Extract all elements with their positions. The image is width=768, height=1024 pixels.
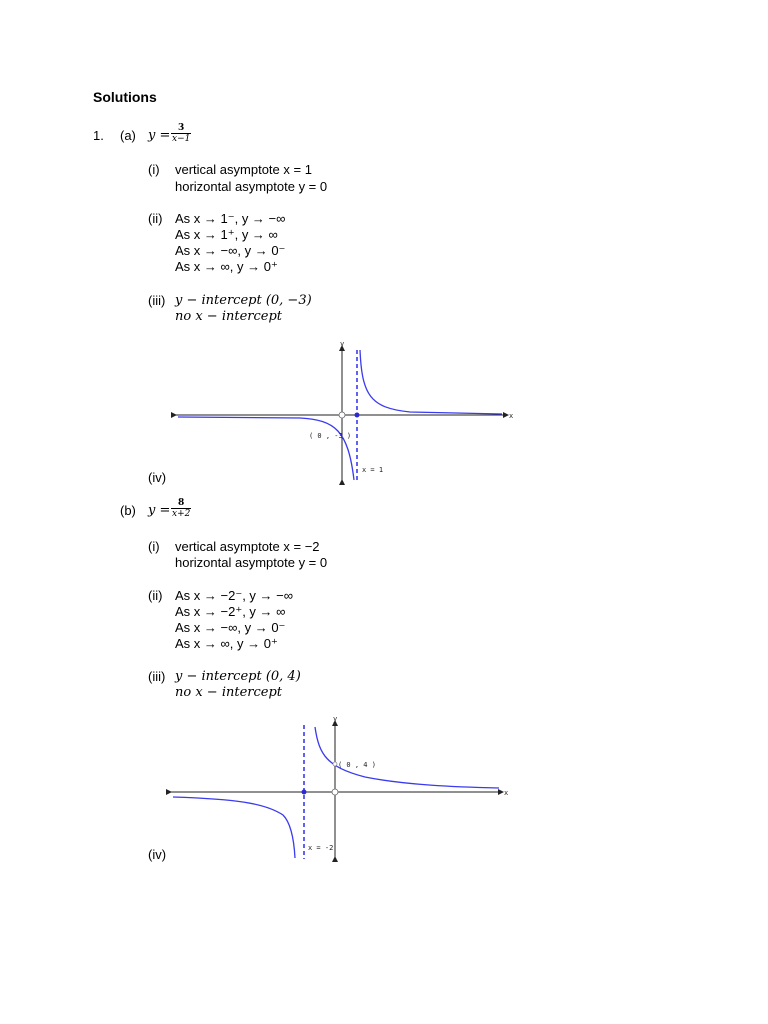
a-iii-label: (iii) xyxy=(148,293,166,308)
b-i-line2: horizontal asymptote y = 0 xyxy=(175,555,328,570)
a-ii-line4: As x → ∞, y → 0⁺ xyxy=(175,259,278,274)
part-a-denominator: x−1 xyxy=(172,134,191,144)
a-iii-line1: y − intercept (0, −3) xyxy=(175,293,312,308)
curve-right-branch xyxy=(360,350,502,414)
a-i-label: (i) xyxy=(148,162,160,177)
b-iv-label: (iv) xyxy=(148,847,167,862)
y-axis-label: y xyxy=(340,340,345,348)
b-iii-line2: no x − intercept xyxy=(175,685,283,700)
asymptote-point xyxy=(355,413,360,418)
b-ii-line1: As x → −2⁻, y → −∞ xyxy=(175,588,293,603)
b-ii-line4: As x → ∞, y → 0⁺ xyxy=(175,636,278,651)
asymptote-label: x = 1 xyxy=(362,466,384,474)
question-number: 1. xyxy=(93,128,104,143)
part-a-numerator: 3 xyxy=(171,123,191,134)
b-i-label: (i) xyxy=(148,539,160,554)
b-iii-line1: y − intercept (0, 4) xyxy=(175,669,301,684)
x-axis-label: x xyxy=(504,789,509,797)
part-a-lhs: y = xyxy=(148,128,171,143)
graph-b xyxy=(165,715,525,865)
a-iii-line2: no x − intercept xyxy=(175,309,283,324)
origin-point xyxy=(332,789,338,795)
b-ii-line2: As x → −2⁺, y → ∞ xyxy=(175,604,286,619)
graph-a xyxy=(170,340,530,488)
a-ii-line1: As x → 1⁻, y → −∞ xyxy=(175,211,286,226)
curve-left-branch xyxy=(178,417,354,480)
b-iii-label: (iii) xyxy=(148,669,166,684)
asymptote-label: x = -2 xyxy=(308,844,334,852)
curve-right-branch xyxy=(315,727,499,788)
a-i-line2: horizontal asymptote y = 0 xyxy=(175,179,328,194)
part-b-numerator: 8 xyxy=(171,498,191,509)
a-i-line1: vertical asymptote x = 1 xyxy=(175,162,312,177)
part-b-denominator: x+2 xyxy=(172,509,191,519)
y-intercept-label: ( 0 , 4 ) xyxy=(338,761,376,769)
a-ii-label: (ii) xyxy=(148,211,163,226)
part-b-lhs: y = xyxy=(148,503,171,518)
page-title: Solutions xyxy=(93,89,157,105)
asymptote-point xyxy=(302,790,307,795)
part-b-fraction xyxy=(171,498,191,519)
b-i-line1: vertical asymptote x = −2 xyxy=(175,539,320,554)
y-intercept-label: ( 0 , -3 ) xyxy=(309,432,352,440)
part-b-label: (b) xyxy=(120,503,136,518)
a-iv-label: (iv) xyxy=(148,470,167,485)
a-ii-line2: As x → 1⁺, y → ∞ xyxy=(175,227,278,242)
curve-left-branch xyxy=(173,797,295,858)
part-a-label: (a) xyxy=(120,128,136,143)
b-ii-line3: As x → −∞, y → 0⁻ xyxy=(175,620,286,635)
x-axis-label: x xyxy=(509,412,514,420)
y-intercept-point xyxy=(333,762,337,766)
y-axis-label: y xyxy=(333,715,338,723)
b-ii-label: (ii) xyxy=(148,588,163,603)
a-ii-line3: As x → −∞, y → 0⁻ xyxy=(175,243,286,258)
part-a-fraction xyxy=(171,123,191,144)
origin-point xyxy=(339,412,345,418)
